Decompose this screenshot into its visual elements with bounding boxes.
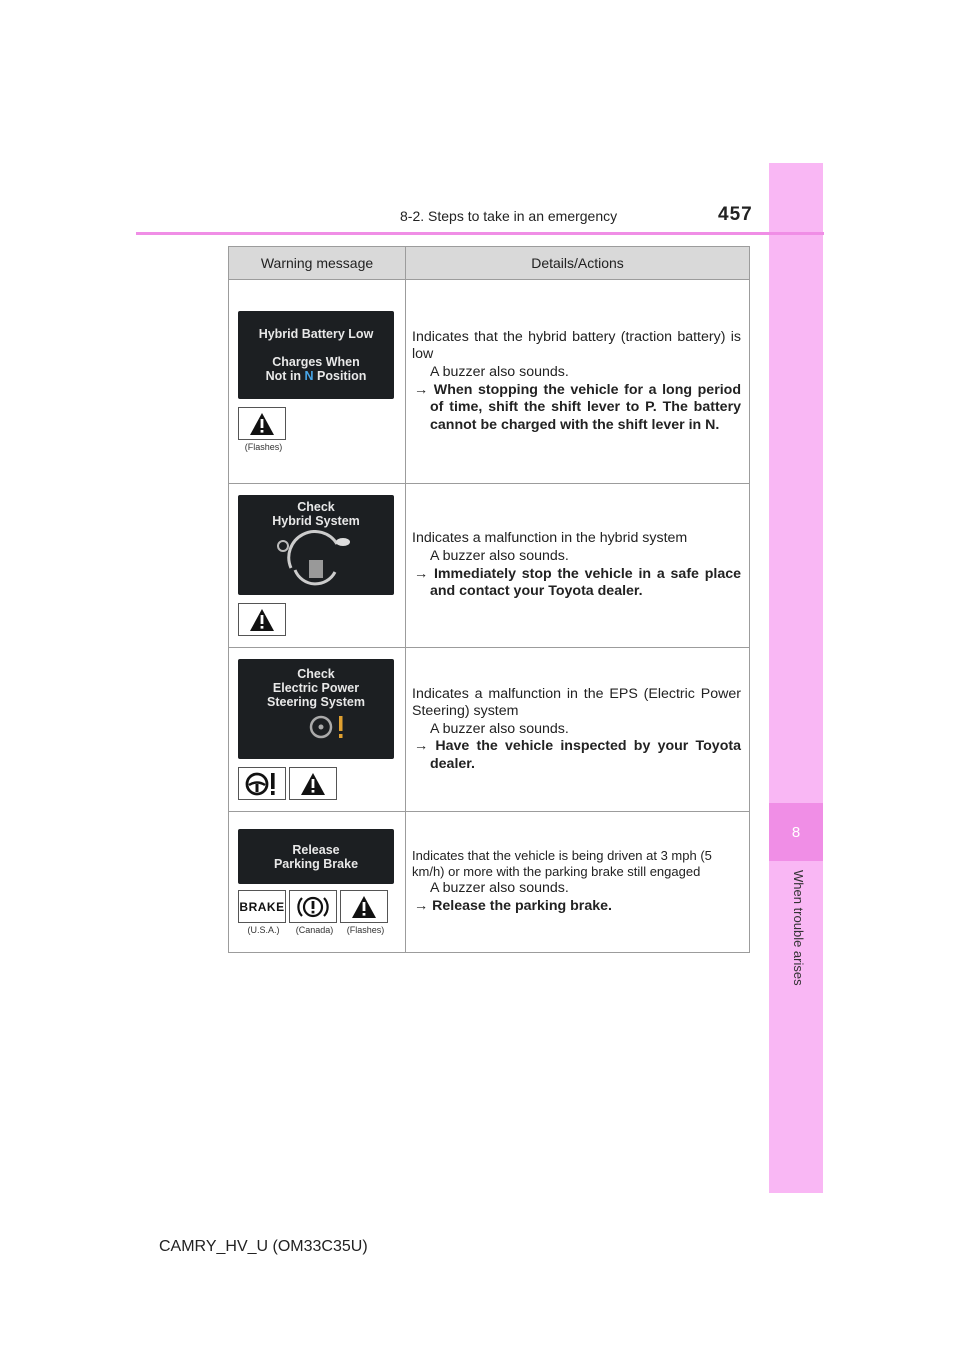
column-header-warning: Warning message	[229, 247, 406, 280]
buzzer-text: A buzzer also sounds.	[430, 363, 569, 380]
action-text	[412, 382, 741, 435]
steering-warning-icon	[301, 713, 361, 741]
display-screen	[238, 659, 394, 759]
arrow-glyph: →	[414, 738, 429, 755]
warning-triangle-icon	[238, 407, 286, 440]
display-line: Check	[297, 500, 335, 514]
header-rule	[136, 232, 824, 235]
icon-row	[238, 890, 405, 923]
buzzer-text: A buzzer also sounds.	[430, 880, 569, 897]
display-line: Check	[297, 667, 335, 681]
section-title: 8-2. Steps to take in an emergency	[400, 208, 618, 224]
arrow-glyph: →	[414, 381, 429, 398]
brake-label: BRAKE	[239, 899, 285, 914]
display-screen	[238, 311, 394, 399]
model-code-footer: CAMRY_HV_U (OM33C35U)	[159, 1238, 368, 1255]
warning-triangle-icon	[340, 890, 388, 923]
details-cell	[406, 812, 750, 953]
display-line: Release	[292, 842, 340, 857]
display-line: Hybrid System	[272, 514, 360, 528]
display-screen	[238, 829, 394, 884]
brake-warning-icon	[238, 890, 286, 923]
display-line: Electric Power	[272, 681, 360, 695]
display-text: Not in	[265, 369, 305, 383]
display-line: Charges When	[272, 355, 360, 369]
action-instruction: Release the parking brake.	[432, 898, 612, 914]
warning-visual-cell	[229, 648, 406, 812]
buzzer-text: A buzzer also sounds.	[430, 547, 569, 564]
column-header-details: Details/Actions	[406, 247, 750, 280]
warning-visual-cell	[229, 812, 406, 953]
steering-warning-icon	[238, 767, 286, 800]
display-text: Position	[313, 369, 367, 383]
table-header-row	[229, 247, 750, 280]
display-line: Parking Brake	[273, 856, 359, 871]
details-cell	[406, 280, 750, 484]
icon-row	[238, 603, 405, 636]
icon-caption: (U.S.A.)	[247, 925, 280, 935]
display-line	[266, 369, 367, 383]
arrow-glyph: →	[414, 565, 429, 582]
table-row	[229, 812, 750, 953]
icon-caption: (Canada)	[295, 925, 334, 935]
icon-row	[238, 767, 405, 800]
arrow-glyph: →	[414, 898, 429, 914]
display-n-highlight: N	[304, 369, 314, 383]
brake-warning-icon	[289, 890, 337, 923]
description-text: Indicates a malfunction in the EPS (Electric Power Steering) system	[412, 685, 741, 720]
action-instruction: Immediately stop the vehicle in a safe place and contact your Toyota dealer.	[430, 565, 741, 600]
warning-visual-cell	[229, 280, 406, 484]
caption-row	[238, 442, 405, 452]
action-text	[412, 738, 741, 773]
action-text	[412, 566, 741, 601]
details-cell	[406, 484, 750, 648]
table-row	[229, 280, 750, 484]
chapter-side-tab	[769, 163, 823, 1193]
chapter-title: When trouble arises	[791, 870, 806, 986]
warning-triangle-icon	[289, 767, 337, 800]
chapter-number: 8	[791, 823, 801, 841]
table-row	[229, 484, 750, 648]
warning-triangle-icon	[238, 603, 286, 636]
hybrid-system-icon	[271, 530, 361, 586]
description-text: Indicates that the hybrid battery (traction battery) is low	[412, 328, 741, 363]
description-text: Indicates that the vehicle is being driven at 3 mph (5 km/h) or more with the parking brake still engaged	[412, 848, 712, 880]
caption-row	[238, 925, 405, 935]
display-line: Steering System	[267, 695, 365, 709]
table-row	[229, 648, 750, 812]
warning-visual-cell	[229, 484, 406, 648]
details-cell	[406, 648, 750, 812]
action-text	[412, 898, 741, 916]
action-instruction: When stopping the vehicle for a long period of time, shift the shift lever to P. The battery cannot be charged with the shift lever in N.	[430, 381, 741, 433]
description-text: Indicates a malfunction in the hybrid system	[412, 530, 688, 547]
display-line: Hybrid Battery Low	[258, 327, 374, 341]
page-number: 457	[718, 204, 753, 225]
action-instruction: Have the vehicle inspected by your Toyota dealer.	[430, 738, 741, 772]
warning-message-table	[228, 246, 750, 953]
icon-row	[238, 407, 405, 440]
icon-caption: (Flashes)	[346, 925, 385, 935]
buzzer-text: A buzzer also sounds.	[430, 720, 569, 737]
icon-caption: (Flashes)	[244, 442, 283, 452]
display-screen	[238, 495, 394, 595]
